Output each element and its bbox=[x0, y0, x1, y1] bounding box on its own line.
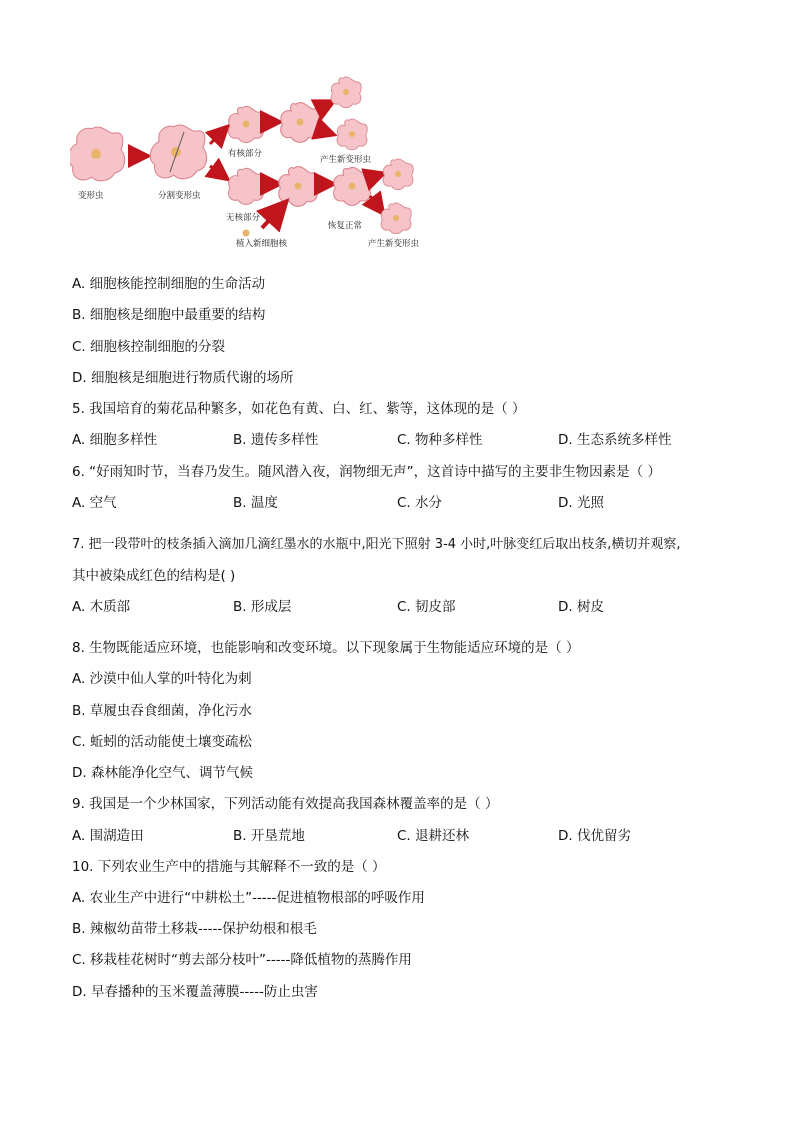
q10-stem: 10. 下列农业生产中的措施与其解释不一致的是（ ） bbox=[72, 859, 386, 875]
recovered-cell bbox=[334, 167, 371, 205]
label-recover: 恢复正常 bbox=[328, 221, 363, 231]
label-new-amoeba-bottom: 产生新变形虫 bbox=[368, 239, 420, 249]
new-amoeba-top-1 bbox=[331, 77, 361, 108]
q4-option-d: D. 细胞核是细胞进行物质代谢的场所 bbox=[72, 370, 294, 386]
label-implant: 植入新细胞核 bbox=[236, 239, 288, 249]
q10-option-c: C. 移栽桂花树时“剪去部分枝叶”-----降低植物的蒸腾作用 bbox=[72, 952, 412, 968]
q8-option-b: B. 草履虫吞食细菌，净化污水 bbox=[72, 703, 252, 719]
label-split: 分割变形虫 bbox=[158, 191, 201, 201]
label-nucleated: 有核部分 bbox=[228, 149, 263, 159]
q7-stem-line2: 其中被染成红色的结构是( ) bbox=[72, 568, 236, 584]
label-anucleate: 无核部分 bbox=[226, 213, 261, 223]
q10-option-d: D. 早春播种的玉米覆盖薄膜-----防止虫害 bbox=[72, 984, 318, 1000]
anucleate-part bbox=[228, 168, 264, 204]
arrow-2 bbox=[210, 128, 226, 144]
nucleated-grown bbox=[281, 103, 320, 143]
new-amoeba-bottom-2 bbox=[381, 203, 411, 234]
label-new-amoeba-top: 产生新变形虫 bbox=[320, 155, 372, 165]
q9-option-c: C. 退耕还林 bbox=[397, 828, 470, 844]
q7-option-b: B. 形成层 bbox=[233, 599, 292, 615]
q5-stem: 5. 我国培育的菊花品种繁多，如花色有黄、白、红、紫等，这体现的是（ ） bbox=[72, 401, 526, 417]
arrow-implant bbox=[262, 204, 284, 228]
amoeba-split bbox=[150, 125, 206, 179]
nucleated-part bbox=[228, 106, 264, 142]
q10-option-a: A. 农业生产中进行“中耕松土”-----促进植物根部的呼吸作用 bbox=[72, 890, 425, 906]
q5-option-c: C. 物种多样性 bbox=[397, 432, 483, 448]
arrow-4a bbox=[320, 102, 332, 108]
q6-option-a: A. 空气 bbox=[72, 495, 117, 511]
q8-option-c: C. 蚯蚓的活动能使土壤变疏松 bbox=[72, 734, 253, 750]
q7-option-d: D. 树皮 bbox=[558, 599, 604, 615]
q6-option-d: D. 光照 bbox=[558, 495, 604, 511]
arrow-4b bbox=[320, 130, 332, 134]
q4-option-c: C. 细胞核控制细胞的分裂 bbox=[72, 339, 226, 355]
arrow-5 bbox=[210, 166, 226, 178]
new-nucleus bbox=[243, 230, 250, 237]
q4-option-a: A. 细胞核能控制细胞的生命活动 bbox=[72, 276, 266, 292]
arrow-8a bbox=[370, 174, 382, 178]
q10-option-b: B. 辣椒幼苗带土移栽-----保护幼根和根毛 bbox=[72, 921, 317, 937]
q9-option-d: D. 伐优留劣 bbox=[558, 828, 631, 844]
q9-stem: 9. 我国是一个少林国家，下列活动能有效提高我国森林覆盖率的是（ ） bbox=[72, 796, 499, 812]
q5-option-d: D. 生态系统多样性 bbox=[558, 432, 672, 448]
q7-option-c: C. 韧皮部 bbox=[397, 599, 456, 615]
q7-stem-line1: 7. 把一段带叶的枝条插入滴加几滴红墨水的水瓶中,阳光下照射 3-4 小时,叶脉变红后取出枝条,横切并观察, bbox=[72, 537, 681, 552]
amoeba-experiment-figure bbox=[70, 72, 430, 256]
amoeba-original bbox=[70, 127, 125, 181]
q7-option-a: A. 木质部 bbox=[72, 599, 131, 615]
q4-option-b: B. 细胞核是细胞中最重要的结构 bbox=[72, 307, 266, 323]
label-amoeba: 变形虫 bbox=[78, 191, 104, 201]
q6-option-b: B. 温度 bbox=[233, 495, 278, 511]
q5-option-b: B. 遗传多样性 bbox=[233, 432, 319, 448]
anucleate-implanted bbox=[279, 167, 318, 207]
q5-option-a: A. 细胞多样性 bbox=[72, 432, 158, 448]
q9-option-a: A. 围湖造田 bbox=[72, 828, 144, 844]
q6-option-c: C. 水分 bbox=[397, 495, 443, 511]
q9-option-b: B. 开垦荒地 bbox=[233, 828, 305, 844]
q6-stem: 6. “好雨知时节，当春乃发生。随风潜入夜，润物细无声”，这首诗中描写的主要非生物因素是（ ） bbox=[72, 464, 661, 480]
arrow-8b bbox=[370, 196, 382, 212]
q8-option-d: D. 森林能净化空气、调节气候 bbox=[72, 765, 253, 781]
q8-stem: 8. 生物既能适应环境，也能影响和改变环境。以下现象属于生物能适应环境的是（ ） bbox=[72, 640, 580, 656]
q8-option-a: A. 沙漠中仙人掌的叶特化为刺 bbox=[72, 671, 252, 687]
new-amoeba-bottom-1 bbox=[383, 159, 413, 190]
new-amoeba-top-2 bbox=[337, 119, 367, 150]
